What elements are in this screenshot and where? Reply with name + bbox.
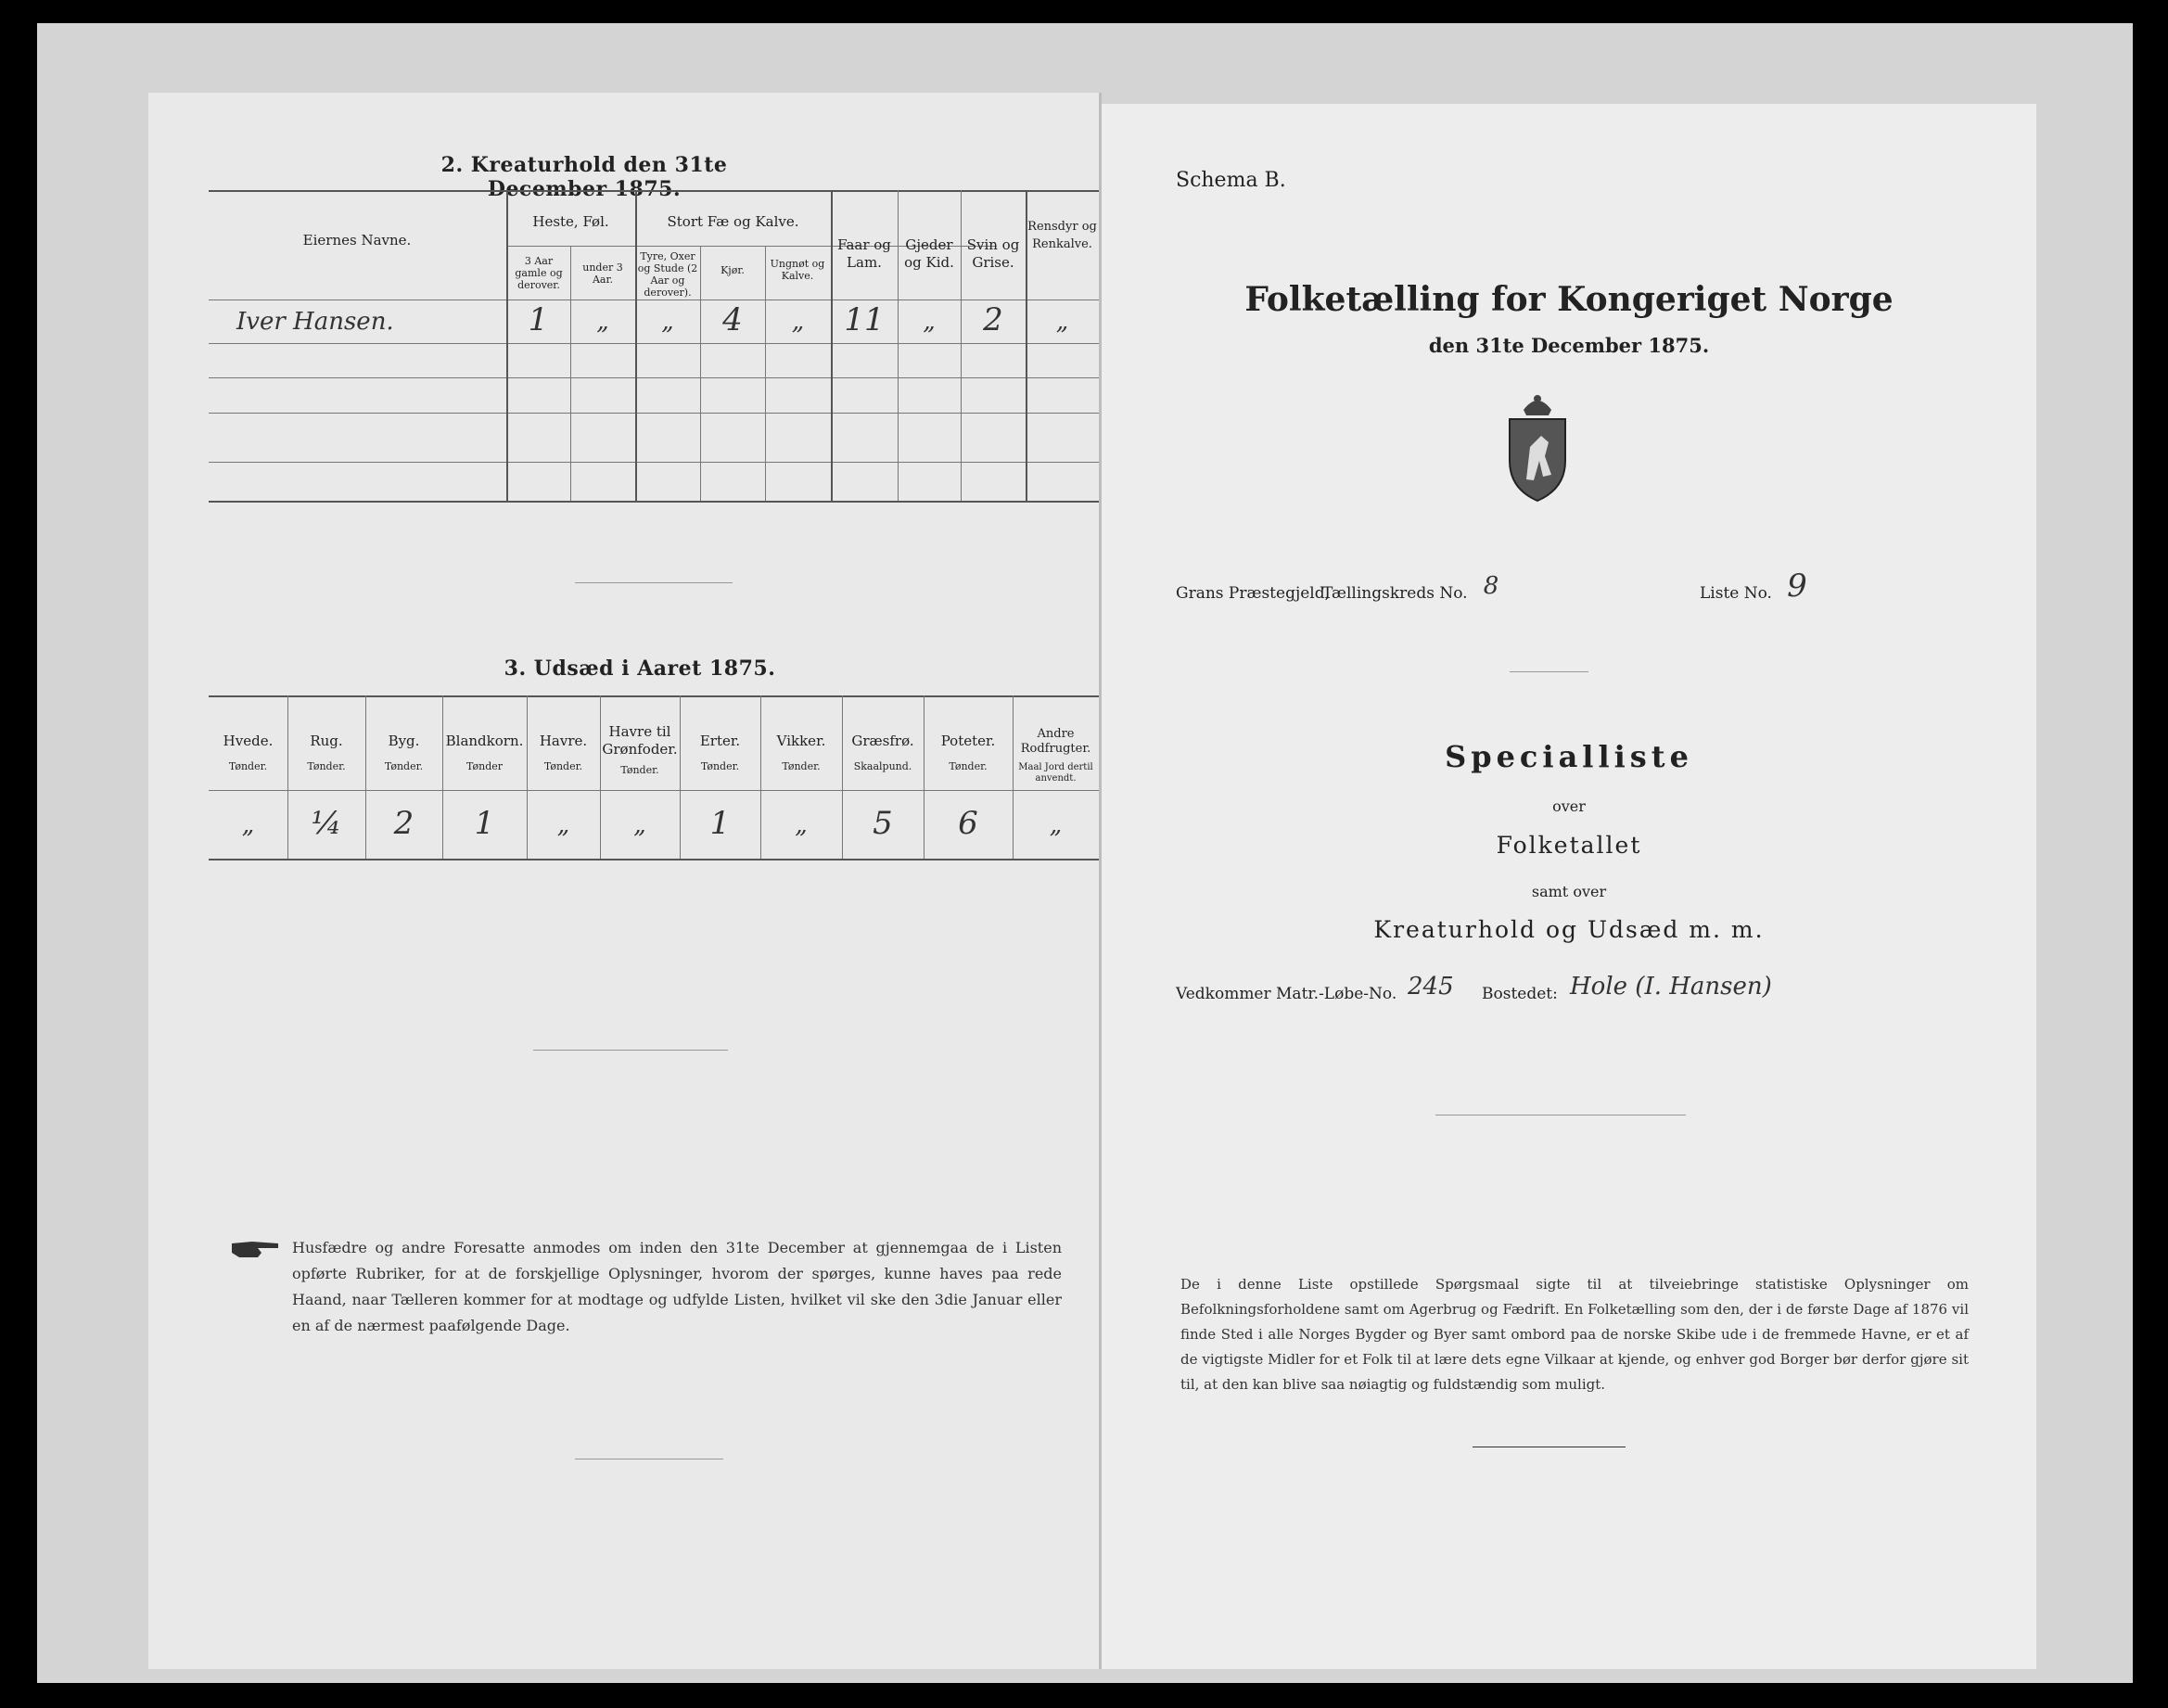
table-rule xyxy=(209,859,1099,860)
crop-unit: Tønder. xyxy=(620,764,659,776)
col-horses-sub1: 3 Aar gamle og derover. xyxy=(515,255,563,291)
cell-value: 1 xyxy=(528,301,549,338)
crop-header: Blandkorn. xyxy=(445,733,524,749)
cell-value: 11 xyxy=(844,301,885,338)
divider-rule xyxy=(533,1050,728,1051)
crop-unit: Tønder. xyxy=(543,760,583,772)
bosted-value: Hole (I. Hansen) xyxy=(1570,973,1772,1001)
cell-value: „ xyxy=(596,308,609,336)
schema-label: Schema B. xyxy=(1176,169,1286,192)
crop-value: „ xyxy=(1049,811,1063,839)
bosted-label: Bostedet: xyxy=(1482,985,1558,1003)
crop-unit: Tønder. xyxy=(307,760,346,772)
crop-value: 1 xyxy=(709,805,731,842)
crop-header: Byg. xyxy=(388,733,420,749)
col-owner: Eiernes Navne. xyxy=(302,232,412,249)
crop-header: Havre. xyxy=(539,733,588,749)
crop-value: „ xyxy=(556,811,570,839)
col-cattle-sub2: Kjør. xyxy=(721,264,745,276)
over-text: over xyxy=(1552,797,1586,815)
crop-header: Græsfrø. xyxy=(851,733,914,749)
crop-unit: Tønder. xyxy=(228,760,268,772)
main-title: Folketælling for Kongeriget Norge xyxy=(1244,280,1894,319)
section3-title: 3. Udsæd i Aaret 1875. xyxy=(504,656,776,681)
cell-value: „ xyxy=(661,308,674,336)
divider-rule xyxy=(1510,671,1588,672)
table-rule xyxy=(209,377,1099,378)
table-rule xyxy=(209,343,1099,344)
crop-unit: Tønder. xyxy=(949,760,988,772)
col-cattle-sub3: Ungnøt og Kalve. xyxy=(770,258,825,282)
matr-label: Vedkommer Matr.-Løbe-No. xyxy=(1176,985,1397,1003)
section2-title: 2. Kreaturhold den 31te December 1875. xyxy=(440,153,728,201)
crop-value: „ xyxy=(241,811,255,839)
crop-unit: Tønder. xyxy=(384,760,424,772)
divider-rule xyxy=(575,582,733,583)
table-divider xyxy=(635,190,637,501)
census-date: den 31te December 1875. xyxy=(1428,334,1710,357)
crop-value: 6 xyxy=(958,805,978,842)
folketallet-text: Folketallet xyxy=(1496,832,1642,859)
specialliste-title: Specialliste xyxy=(1445,739,1693,774)
table-divider xyxy=(570,246,571,501)
crop-header: Andre Rodfrugter. xyxy=(1020,727,1091,756)
kreaturhold-text: Kreaturhold og Udsæd m. m. xyxy=(1373,916,1765,943)
crop-unit: Maal Jord dertil anvendt. xyxy=(1018,762,1093,784)
crop-header: Vikker. xyxy=(776,733,826,749)
col-sheep: Faar og Lam. xyxy=(837,236,891,271)
explanatory-paragraph: De i denne Liste opstillede Spørgsmaal sigte til at tilveiebringe statistiske Oplysninger om Befolkningsforholdene samt om Agerbrug og Fædrift. En Folketælling som den, der i de første Dage af 1876 vil finde Sted i alle Norges Bygder og Byer samt ombord paa de norske Skibe ude i de fremmede Havne, er et af de vigtigste Midler for et Folk til at lære dets egne Vilkaar at kjende, og enhver god Borger bør derfor gjøre sit til, at den kan blive saa nøiagtig og fuldstændig som muligt. xyxy=(1180,1276,1969,1393)
crop-value: 5 xyxy=(873,805,893,842)
col-cattle-sub1: Tyre, Oxer og Stude (2 Aar og derover). xyxy=(637,250,698,299)
col-horses: Heste, Føl. xyxy=(532,213,609,230)
crop-header: Hvede. xyxy=(223,733,274,749)
cell-value: „ xyxy=(923,308,936,336)
crop-value: 1 xyxy=(474,805,495,842)
col-horses-sub2: under 3 Aar. xyxy=(582,261,623,286)
crop-header: Erter. xyxy=(699,733,741,749)
table-divider xyxy=(700,246,701,501)
table-rule xyxy=(209,695,1099,697)
list-label: Liste No. xyxy=(1700,584,1772,603)
crop-unit: Tønder. xyxy=(782,760,821,772)
crop-header: Rug. xyxy=(310,733,343,749)
crop-header: Poteter. xyxy=(940,733,996,749)
right-page xyxy=(1102,104,2036,1669)
samt-over-text: samt over xyxy=(1531,883,1607,900)
instructions-note: Husfædre og andre Foresatte anmodes om inden den 31te December at gjennemgaa de i Listen opførte Rubriker, for at de forskjellige Oplysninger, hvorom der spørges, kunne haves paa rede Haand, naar Tælleren kommer for at modtage og udfylde Listen, hvilket vil ske den 3die Januar eller en af de nærmest paafølgende Dage. xyxy=(292,1239,1062,1334)
owner-name: Iver Hansen. xyxy=(236,308,394,336)
table-rule xyxy=(209,501,1099,503)
table-rule xyxy=(209,790,1099,791)
table-rule xyxy=(209,190,1099,192)
district-label: Tællingskreds No. xyxy=(1322,584,1468,603)
crop-value: ¼ xyxy=(311,805,342,842)
col-cattle: Stort Fæ og Kalve. xyxy=(667,213,799,230)
table-divider xyxy=(765,246,766,501)
table-rule xyxy=(209,462,1099,463)
parish-label: Grans Præstegjeld, xyxy=(1176,584,1331,603)
matr-value: 245 xyxy=(1408,973,1454,1001)
crop-value: 2 xyxy=(393,805,414,842)
list-value: 9 xyxy=(1787,567,1807,605)
table-rule xyxy=(209,413,1099,414)
crop-header: Havre til Grønfoder. xyxy=(602,723,678,758)
col-reindeer: Rensdyr og Renkalve. xyxy=(1027,220,1097,251)
crop-unit: Tønder. xyxy=(700,760,740,772)
crop-unit: Skaalpund. xyxy=(853,760,912,772)
district-value: 8 xyxy=(1483,572,1499,600)
left-page xyxy=(148,93,1102,1669)
pointing-hand-icon xyxy=(230,1236,282,1260)
crop-unit: Tønder xyxy=(466,760,503,772)
table-divider xyxy=(506,190,508,501)
cell-value: „ xyxy=(791,308,805,336)
crop-value: „ xyxy=(795,811,808,839)
cell-value: 4 xyxy=(722,301,743,338)
cell-value: 2 xyxy=(983,301,1003,338)
cell-value: „ xyxy=(1055,308,1069,336)
crop-value: „ xyxy=(633,811,646,839)
norwegian-coat-of-arms-icon xyxy=(1500,391,1575,503)
col-goats: Gjeder og Kid. xyxy=(904,236,954,271)
col-pigs: Svin og Grise. xyxy=(966,236,1020,271)
